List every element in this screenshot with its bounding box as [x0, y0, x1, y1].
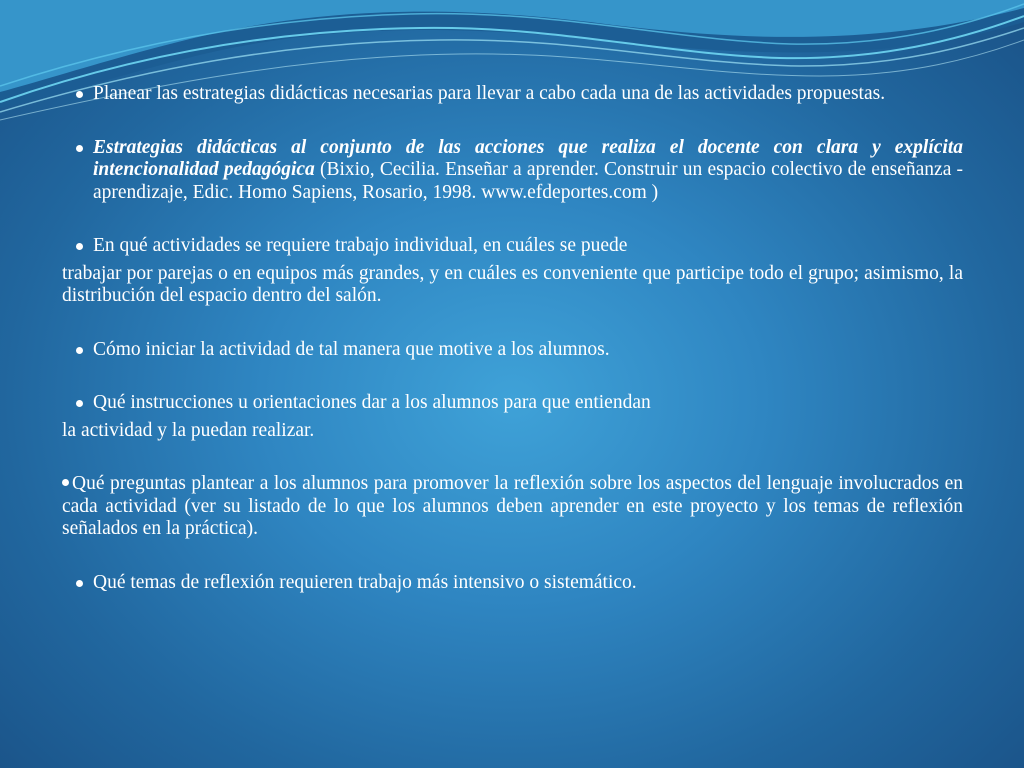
- bullet-text: Qué preguntas plantear a los alumnos para promover la reflexión sobre los aspectos del lenguaje involucrados en cada actividad (ver su listado de lo que los alumnos deben aprender en este proyecto y los temas de reflexión señalados en la práctica).: [62, 473, 963, 539]
- bullet-item-6: [62, 473, 963, 541]
- bullet-text: Planear las estrategias didácticas necesarias para llevar a cabo cada una de las actividades propuestas.: [93, 83, 886, 104]
- continuation-text: la actividad y la puedan realizar.: [62, 419, 315, 441]
- bullet-text: Qué temas de reflexión requieren trabajo más intensivo o sistemático.: [93, 571, 637, 593]
- bullet-item-2: [62, 137, 963, 205]
- bullet-dot-icon: [62, 479, 69, 486]
- bullet-text: Qué instrucciones u orientaciones dar a los alumnos para que entiendan: [93, 392, 651, 413]
- bullet-dot-icon: [76, 145, 83, 152]
- bullet-dot-icon: [76, 243, 83, 250]
- slide-content: [62, 83, 963, 594]
- bullet-text: (Bixio, Cecilia. Enseñar a aprender. Construir un espacio colectivo de enseñanza - aprendizaje, Edic. Homo Sapiens, Rosario, 1998. www.efdeportes.com ): [93, 159, 963, 203]
- bullet-item-4: [62, 339, 963, 362]
- bullet-item-3: [62, 235, 963, 258]
- continuation-text: trabajar por parejas o en equipos más grandes, y en cuáles es conveniente que participe todo el grupo; asimismo, la distribución del espacio dentro del salón.: [62, 262, 963, 306]
- bullet-text: En qué actividades se requiere trabajo individual, en cuáles se puede: [93, 235, 628, 256]
- bullet-item-1: [62, 83, 963, 106]
- bullet-dot-icon: [76, 91, 83, 98]
- bullet-emphasis-text: Estrategias didácticas al conjunto de las acciones que realiza el docente con clara y explícita intencionalidad pedagógica: [93, 136, 963, 180]
- bullet-dot-icon: [76, 580, 83, 587]
- paragraph-continuation: [62, 420, 963, 443]
- bullet-dot-icon: [76, 347, 83, 354]
- bullet-dot-icon: [76, 400, 83, 407]
- bullet-text: Cómo iniciar la actividad de tal manera que motive a los alumnos.: [93, 338, 610, 360]
- paragraph-continuation: [62, 263, 963, 308]
- bullet-item-5: [62, 392, 963, 415]
- bullet-item-7: [62, 572, 963, 595]
